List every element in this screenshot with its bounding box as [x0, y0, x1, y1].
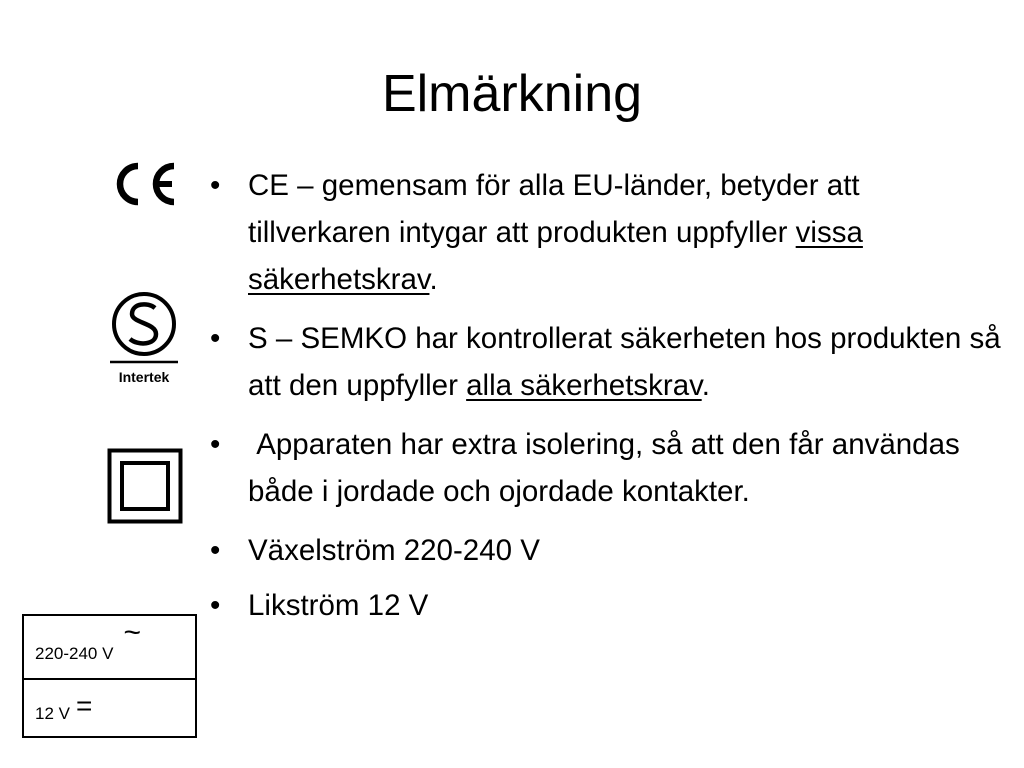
bullet-semko-period: .	[701, 369, 710, 402]
double-insulation-icon	[107, 448, 183, 524]
bullet-ac-text: Växelström 220-240 V	[248, 534, 540, 567]
bullet-ac	[208, 527, 1008, 574]
bullet-double-insulation-text: Apparaten har extra isolering, så att den får användas både i jordade och ojordade kontakter.	[248, 428, 968, 508]
bullet-semko-underlined: alla säkerhetskrav	[466, 369, 702, 402]
bullet-ce-text: CE – gemensam för alla EU-länder, betyder att tillverkaren intygar att produkten uppfyller	[248, 169, 860, 249]
bullet-list	[208, 162, 1008, 637]
intertek-caption: Intertek	[118, 369, 170, 385]
bullet-dc-text: Likström 12 V	[248, 589, 429, 622]
bullet-ce-underlined: vissa säkerhetskrav	[248, 216, 863, 296]
semko-s-icon	[108, 290, 180, 390]
bullet-ce	[208, 162, 1008, 303]
dc-voltage-label: 12 V	[35, 704, 70, 723]
ac-voltage-label: 220-240 V	[35, 644, 114, 663]
ce-mark-icon	[108, 158, 180, 210]
dc-equals-icon: =	[75, 690, 93, 721]
bullet-semko	[208, 315, 1008, 409]
ac-voltage-box	[22, 614, 197, 680]
bullet-ce-period: .	[429, 263, 438, 296]
bullet-dc	[208, 582, 1008, 629]
dc-voltage-box	[22, 678, 197, 738]
bullet-semko-text: S – SEMKO har kontrollerat säkerheten hos produkten så att den uppfyller	[248, 322, 1001, 402]
slide-title: Elmärkning	[381, 65, 643, 123]
ac-tilde-icon: ~	[123, 616, 141, 649]
semko-s-mark	[108, 290, 180, 390]
bullet-double-insulation	[208, 421, 1008, 515]
